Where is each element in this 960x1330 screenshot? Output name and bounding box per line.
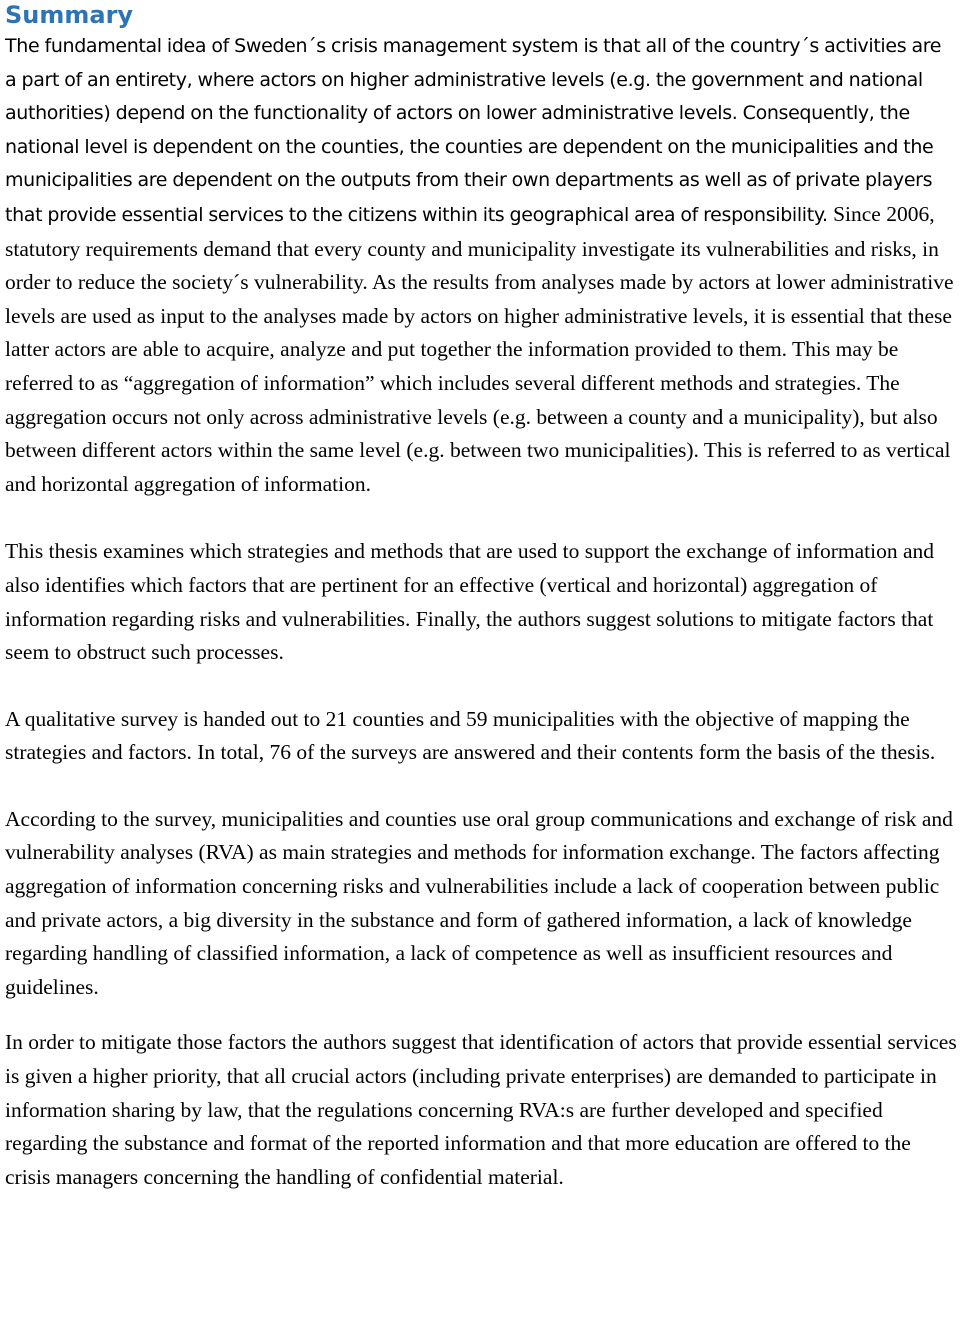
section-heading: Summary xyxy=(5,1,134,29)
paragraph-gap xyxy=(5,1004,957,1026)
paragraph-1 xyxy=(5,30,957,501)
paragraph-gap xyxy=(5,670,957,703)
paragraph-1-sans-text: The fundamental idea of Sweden´s crisis management system is that all of the country´s activities are a part of an entirety, where actors on higher administrative levels (e.g. the government and national authorities) depend on the functionality of actors on lower administrative levels. Consequently, the national level is dependent on the counties, the counties are dependent on the municipalities and the municipalities are dependent on the outputs from their own departments as well as of private players that provide essential services to the citizens within its geographical area of responsibility. xyxy=(5,35,942,226)
paragraph-3: A qualitative survey is handed out to 21 counties and 59 municipalities with the objective of mapping the strategies and factors. In total, 76 of the surveys are answered and their contents form the basis of the thesis. xyxy=(5,706,936,765)
paragraph-gap xyxy=(5,501,957,535)
paragraph-2: This thesis examines which strategies and methods that are used to support the exchange of information and also identifies which factors that are pertinent for an effective (vertical and horizontal) aggregation of information regarding risks and vulnerabilities. Finally, the authors suggest solutions to mitigate factors that seem to obstruct such processes. xyxy=(5,539,935,665)
document-page xyxy=(5,0,957,1194)
paragraph-4: According to the survey, municipalities and counties use oral group communications and exchange of risk and vulnerability analyses (RVA) as main strategies and methods for information exchange. The factors affecting aggregation of information concerning risks and vulnerabilities include a lack of cooperation between public and private actors, a big diversity in the substance and form of gathered information, a lack of knowledge regarding handling of classified information, a lack of competence as well as insufficient resources and guidelines. xyxy=(5,806,953,999)
paragraph-gap xyxy=(5,770,957,803)
paragraph-5: In order to mitigate those factors the authors suggest that identification of actors that provide essential services is given a higher priority, that all crucial actors (including private enterprises) are demanded to participate in information sharing by law, that the regulations concerning RVA:s are further developed and specified regarding the substance and format of the reported information and that more education are offered to the crisis managers concerning the handling of confidential material. xyxy=(5,1030,957,1189)
paragraph-1-serif-text: Since 2006, statutory requirements demand that every county and municipality investigate its vulnerabilities and risks, in order to reduce the society´s vulnerability. As the results from analyses made by actors at lower administrative levels are used as input to the analyses made by actors on higher administrative levels, it is essential that these latter actors are able to acquire, analyze and put together the information provided to them. This may be referred to as “aggregation of information” which includes several different methods and strategies. The aggregation occurs not only across administrative levels (e.g. between a county and a municipality), but also between different actors within the same level (e.g. between two municipalities). This is referred to as vertical and horizontal aggregation of information. xyxy=(5,201,954,496)
